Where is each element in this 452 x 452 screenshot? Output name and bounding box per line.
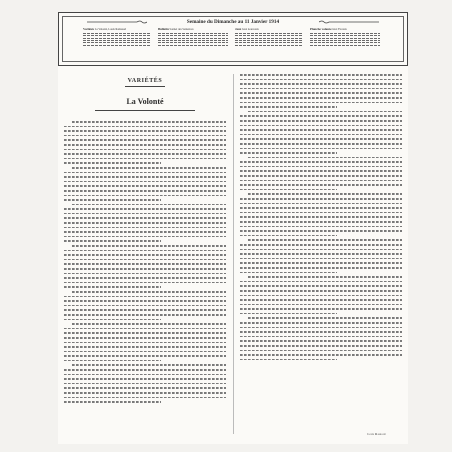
text-line (240, 235, 337, 237)
contents-line (310, 42, 380, 43)
text-line (64, 139, 226, 141)
text-line (248, 157, 402, 159)
text-line (240, 166, 402, 168)
article-author: Louis Rameaud (367, 432, 386, 436)
text-line (64, 130, 226, 132)
text-line (240, 272, 337, 274)
text-line (72, 291, 226, 293)
text-line (64, 342, 226, 344)
text-line (64, 158, 226, 160)
contents-line (235, 35, 303, 36)
text-line (72, 167, 226, 169)
contents-text: Jeux nouveaux (242, 28, 259, 31)
text-line (64, 144, 226, 146)
contents-line (158, 35, 228, 36)
text-line (64, 263, 226, 265)
text-line (240, 74, 402, 76)
text-line (64, 250, 226, 252)
text-line (64, 286, 161, 288)
contents-text: Jeux Floraux (332, 28, 347, 31)
contents-line (310, 38, 380, 39)
text-line (64, 374, 226, 376)
contents-column-4 (310, 28, 380, 64)
text-line (64, 126, 226, 128)
text-line (64, 217, 226, 219)
text-line (240, 221, 402, 223)
text-line (72, 323, 226, 325)
contents-line (235, 33, 303, 34)
text-line (72, 364, 226, 366)
text-line (64, 176, 226, 178)
text-line (64, 172, 226, 174)
contents-text: Sonnet des Sentences (169, 28, 194, 31)
text-line (240, 249, 402, 251)
text-line (240, 120, 402, 122)
text-line (64, 355, 226, 357)
text-line (248, 239, 402, 241)
text-line (64, 277, 226, 279)
contents-line (310, 45, 380, 46)
contents-line (235, 45, 303, 46)
text-line (64, 273, 226, 275)
text-line (64, 401, 161, 403)
contents-line (83, 40, 151, 41)
section-heading: VARIÉTÉS (127, 78, 163, 84)
text-line (72, 204, 226, 206)
text-line (240, 308, 402, 310)
text-line (64, 236, 226, 238)
text-line (64, 181, 226, 183)
contents-lead: Variétés (83, 28, 95, 31)
text-line (64, 309, 226, 311)
text-line (240, 290, 402, 292)
text-line (240, 295, 402, 297)
text-line (64, 296, 226, 298)
text-line (64, 351, 226, 353)
text-line (64, 195, 226, 197)
contents-line (235, 38, 303, 39)
text-line (240, 161, 402, 163)
newspaper-page (58, 12, 408, 444)
text-line (248, 111, 402, 113)
text-line (240, 106, 337, 108)
text-line (240, 322, 402, 324)
text-line (240, 285, 402, 287)
text-line (64, 259, 226, 261)
text-line (240, 253, 402, 255)
text-line (64, 378, 226, 380)
section-rule (125, 86, 165, 87)
article-body-left (64, 121, 226, 403)
text-line (240, 281, 402, 283)
text-line (72, 121, 226, 123)
text-line (240, 336, 402, 338)
contents-line (158, 33, 228, 34)
text-line (240, 115, 402, 117)
text-line (240, 340, 402, 342)
text-line (64, 185, 226, 187)
ornament-right-icon (319, 20, 379, 24)
text-line (64, 369, 226, 371)
article-body-right (240, 74, 402, 360)
text-line (240, 262, 402, 264)
text-line (64, 135, 226, 137)
text-line (240, 134, 402, 136)
text-line (240, 212, 402, 214)
text-line (240, 198, 402, 200)
text-line (240, 354, 402, 356)
text-line (240, 129, 402, 131)
text-line (64, 254, 226, 256)
contents-line (158, 45, 228, 46)
contents-line (83, 33, 151, 34)
text-line (64, 360, 161, 362)
article-title: La Volonté (126, 97, 164, 106)
text-line (240, 230, 402, 232)
text-line (64, 305, 226, 307)
contents-line (83, 35, 151, 36)
contents-column-2 (158, 28, 228, 64)
text-line (240, 327, 402, 329)
text-line (240, 79, 402, 81)
text-line (240, 102, 402, 104)
right-column (240, 72, 402, 363)
contents-line (310, 40, 380, 41)
text-line (240, 345, 402, 347)
text-line (240, 359, 337, 361)
text-line (240, 88, 402, 90)
text-line (240, 97, 402, 99)
text-line (72, 245, 226, 247)
text-line (64, 213, 226, 215)
text-line (64, 383, 226, 385)
contents-line (310, 33, 380, 34)
text-line (240, 244, 402, 246)
text-line (64, 392, 226, 394)
text-line (64, 397, 226, 399)
text-line (240, 267, 402, 269)
contents-column-3 (235, 28, 303, 64)
text-line (240, 83, 402, 85)
column-divider (233, 74, 234, 434)
text-line (240, 258, 402, 260)
text-line (64, 328, 226, 330)
text-line (240, 207, 402, 209)
contents-text: La Volonté, Louis Rameaud (94, 28, 127, 31)
text-line (240, 125, 402, 127)
contents-column-1 (83, 28, 151, 64)
contents-line (235, 42, 303, 43)
contents-lead: Planche volante (310, 28, 332, 31)
text-line (240, 175, 402, 177)
text-line (240, 138, 402, 140)
text-line (240, 180, 402, 182)
text-line (248, 276, 402, 278)
text-line (240, 226, 402, 228)
left-column (64, 72, 226, 406)
text-line (64, 162, 161, 164)
text-line (240, 313, 337, 315)
text-line (240, 189, 337, 191)
text-line (248, 317, 402, 319)
text-line (64, 387, 226, 389)
contents-line (83, 42, 151, 43)
text-line (240, 299, 402, 301)
text-line (240, 203, 402, 205)
header-frame (62, 16, 404, 62)
text-line (64, 314, 226, 316)
text-line (240, 92, 402, 94)
text-line (64, 346, 226, 348)
text-line (240, 152, 337, 154)
text-line (240, 216, 402, 218)
text-line (64, 300, 226, 302)
text-line (64, 268, 226, 270)
text-line (64, 337, 226, 339)
text-line (240, 143, 402, 145)
text-line (64, 199, 161, 201)
text-line (64, 227, 226, 229)
text-line (64, 208, 226, 210)
text-line (64, 149, 226, 151)
text-line (64, 282, 226, 284)
text-line (64, 190, 226, 192)
contents-line (158, 40, 228, 41)
issue-title: Semaine du Dimanche au 11 Janvier 1914 (186, 19, 280, 25)
text-line (64, 231, 226, 233)
contents-line (235, 40, 303, 41)
contents-line (310, 35, 380, 36)
text-line (64, 332, 226, 334)
issue-header (58, 12, 408, 66)
text-line (64, 153, 226, 155)
text-line (240, 304, 402, 306)
contents-lead: Bulletin (158, 28, 169, 31)
text-line (248, 193, 402, 195)
text-line (64, 222, 226, 224)
text-line (64, 240, 161, 242)
contents-line (83, 38, 151, 39)
text-line (64, 319, 161, 321)
text-line (240, 331, 402, 333)
contents-line (83, 45, 151, 46)
title-rule (95, 110, 195, 111)
contents-lead: Jeux (235, 28, 242, 31)
text-line (240, 350, 402, 352)
contents-line (158, 42, 228, 43)
text-line (240, 170, 402, 172)
text-line (240, 184, 402, 186)
text-line (240, 148, 402, 150)
contents-line (158, 38, 228, 39)
